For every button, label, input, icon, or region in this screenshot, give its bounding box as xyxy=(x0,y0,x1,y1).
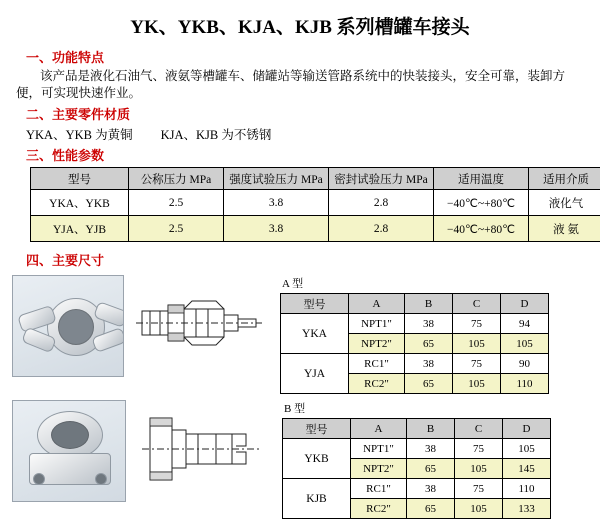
material-right-text: KJA、KJB 为不锈钢 xyxy=(161,128,272,142)
technical-drawing-b xyxy=(132,400,268,500)
dim-cell: NPT2" xyxy=(349,334,405,354)
dim-header-cell: C xyxy=(453,294,501,314)
perf-cell: 3.8 xyxy=(224,190,329,216)
dim-cell: 65 xyxy=(405,334,453,354)
dim-header-cell: B xyxy=(407,419,455,439)
perf-cell: YJA、YJB xyxy=(31,216,129,242)
dimension-table-a-wrap xyxy=(280,275,549,394)
table-row xyxy=(31,216,600,242)
dim-header-cell: A xyxy=(351,419,407,439)
dimension-row-b xyxy=(12,400,588,519)
dim-cell: RC2" xyxy=(349,374,405,394)
dimensions-section xyxy=(12,275,588,519)
performance-table xyxy=(30,167,600,242)
perf-cell: 液化气 xyxy=(529,190,600,216)
dim-cell: NPT1" xyxy=(349,314,405,334)
perf-cell: 3.8 xyxy=(224,216,329,242)
dim-model-cell: YJA xyxy=(281,354,349,394)
dim-cell: 75 xyxy=(453,354,501,374)
table-row xyxy=(281,354,549,374)
dim-cell: 133 xyxy=(503,499,551,519)
perf-header-cell: 公称压力 MPa xyxy=(129,168,224,190)
dim-cell: 65 xyxy=(407,499,455,519)
dim-header-cell: 型号 xyxy=(281,294,349,314)
perf-cell: −40℃~+80℃ xyxy=(434,216,529,242)
perf-cell: −40℃~+80℃ xyxy=(434,190,529,216)
dim-cell: 38 xyxy=(407,439,455,459)
dim-header-cell: A xyxy=(349,294,405,314)
section-heading-features: 一、功能特点 xyxy=(26,47,588,66)
dim-cell: RC2" xyxy=(351,499,407,519)
material-line xyxy=(26,125,588,143)
dim-cell: 38 xyxy=(407,479,455,499)
dim-cell: NPT1" xyxy=(351,439,407,459)
dim-header-cell: B xyxy=(405,294,453,314)
dimension-row-a xyxy=(12,275,588,394)
page-title: YK、YKB、KJA、KJB 系列槽罐车接头 xyxy=(12,12,588,39)
features-paragraph: 该产品是液化石油气、液氨等槽罐车、储罐站等输送管路系统中的快装接头，安全可靠，装卸方便，可实现快速作业。 xyxy=(16,68,584,102)
dim-cell: 75 xyxy=(455,479,503,499)
dim-cell: RC1" xyxy=(349,354,405,374)
dim-header-cell: D xyxy=(501,294,549,314)
dim-cell: 105 xyxy=(453,334,501,354)
perf-cell: 2.8 xyxy=(329,190,434,216)
dim-cell: 94 xyxy=(501,314,549,334)
dim-cell: 110 xyxy=(501,374,549,394)
dim-header-cell: 型号 xyxy=(283,419,351,439)
dim-model-cell: YKB xyxy=(283,439,351,479)
perf-header-cell: 强度试验压力 MPa xyxy=(224,168,329,190)
dim-header-cell: C xyxy=(455,419,503,439)
table-header-row xyxy=(283,419,551,439)
dim-model-cell: KJB xyxy=(283,479,351,519)
dim-header-cell: D xyxy=(503,419,551,439)
table-header-row xyxy=(31,168,600,190)
table-header-row xyxy=(281,294,549,314)
dim-cell: 105 xyxy=(453,374,501,394)
dim-cell: 105 xyxy=(501,334,549,354)
table-row xyxy=(31,190,600,216)
product-photo-b xyxy=(12,400,126,502)
table-row xyxy=(283,439,551,459)
perf-cell: 2.5 xyxy=(129,216,224,242)
table-row xyxy=(281,314,549,334)
perf-cell: 2.5 xyxy=(129,190,224,216)
section-heading-dimensions: 四、主要尺寸 xyxy=(26,250,588,269)
perf-header-cell: 适用温度 xyxy=(434,168,529,190)
dim-cell: 110 xyxy=(503,479,551,499)
dim-cell: 105 xyxy=(455,499,503,519)
drawing-svg-b xyxy=(132,400,268,500)
perf-header-cell: 密封试验压力 MPa xyxy=(329,168,434,190)
perf-header-cell: 型号 xyxy=(31,168,129,190)
technical-drawing-a xyxy=(130,275,266,375)
perf-cell: 2.8 xyxy=(329,216,434,242)
dimension-table-b-wrap xyxy=(282,400,551,519)
dim-cell: 38 xyxy=(405,314,453,334)
drawing-svg-a xyxy=(130,275,266,375)
material-left-text: YKA、YKB 为黄铜 xyxy=(26,128,133,142)
dim-cell: 105 xyxy=(455,459,503,479)
dim-cell: 65 xyxy=(405,374,453,394)
dim-cell: 65 xyxy=(407,459,455,479)
product-photo-a xyxy=(12,275,124,377)
dim-cell: 145 xyxy=(503,459,551,479)
dim-cell: RC1" xyxy=(351,479,407,499)
dimension-table-b xyxy=(282,418,551,519)
dim-model-cell: YKA xyxy=(281,314,349,354)
dim-cell: 90 xyxy=(501,354,549,374)
dim-cell: 75 xyxy=(455,439,503,459)
dimension-table-a xyxy=(280,293,549,394)
dim-cell: 38 xyxy=(405,354,453,374)
dim-cell: 75 xyxy=(453,314,501,334)
section-heading-performance: 三、性能参数 xyxy=(26,145,588,164)
table-label-a: A 型 xyxy=(282,275,549,291)
section-heading-material: 二、主要零件材质 xyxy=(26,104,588,123)
dim-cell: 105 xyxy=(503,439,551,459)
table-label-b: B 型 xyxy=(284,400,551,416)
perf-cell: YKA、YKB xyxy=(31,190,129,216)
table-row xyxy=(283,479,551,499)
dim-cell: NPT2" xyxy=(351,459,407,479)
perf-cell: 液 氨 xyxy=(529,216,600,242)
perf-header-cell: 适用介质 xyxy=(529,168,600,190)
